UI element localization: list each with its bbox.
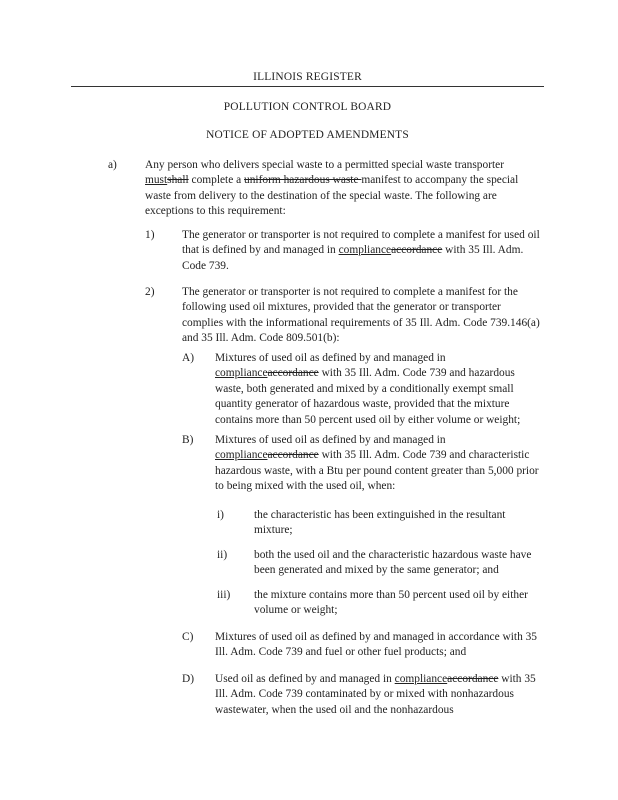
- item-2-text: The generator or transporter is not required to complete a manifest for the following used oil mixtures, provided that the generator or transporter complies with the informational requirements of 35 Ill. Adm. Code 739.146(a) and 35 Ill. Adm. Code 809.501(b):: [182, 286, 540, 345]
- inserted-compliance: compliance: [215, 449, 268, 462]
- item-d-text-1: Used oil as defined by and managed in: [215, 673, 395, 685]
- item-iii-text: the mixture contains more than 50 percent used oil by either volume or weight;: [254, 589, 528, 617]
- item-c-label: C): [182, 631, 194, 643]
- section-a-text-1: Any person who delivers special waste to a permitted special waste transporter: [145, 159, 505, 171]
- item-b-text-1: Mixtures of used oil as defined by and managed in: [215, 434, 446, 446]
- register-title: ILLINOIS REGISTER: [253, 71, 362, 83]
- deleted-uniform-hazardous-waste: uniform hazardous waste: [244, 174, 362, 187]
- item-b-label: B): [182, 434, 194, 446]
- item-i-label: i): [217, 509, 224, 521]
- section-a-label: a): [108, 159, 117, 171]
- deleted-shall: shall: [167, 174, 189, 187]
- item-a-text-2: with 35 Ill. Adm. Code 739 and hazardous waste, both generated and mixed by a conditionally exempt small quantity generator of hazardous waste, provided that the mixture contains more than 50 percent used oil by either volume or weight;: [215, 367, 521, 426]
- section-a-text-3: manifest to accompany the special waste from delivery to the destination of the special waste. The following are exceptions to this requirement:: [145, 174, 519, 218]
- inserted-compliance: compliance: [394, 673, 448, 685]
- deleted-accordance: accordance: [391, 244, 443, 257]
- item-b-text: [215, 433, 545, 495]
- deleted-accordance: accordance: [267, 367, 319, 380]
- inserted-compliance: compliance: [215, 367, 268, 380]
- item-a-text: [215, 351, 545, 428]
- item-d-text-2: with 35 Ill. Adm. Code 739 contaminated by or mixed with nonhazardous wastewater, when the used oil and the nonhazardous: [215, 673, 536, 716]
- item-ii-text: both the used oil and the characteristic hazardous waste have been generated and mixed by the same generator; and: [254, 549, 532, 577]
- deleted-accordance: accordance: [447, 673, 499, 685]
- item-d-label: D): [182, 673, 195, 685]
- notice-title: NOTICE OF ADOPTED AMENDMENTS: [206, 129, 409, 141]
- item-i-text: the characteristic has been extinguished in the resultant mixture;: [254, 509, 506, 537]
- board-title: POLLUTION CONTROL BOARD: [223, 101, 392, 113]
- section-a-text: [145, 158, 545, 220]
- item-1-text-2: with 35 Ill. Adm. Code 739.: [182, 244, 524, 272]
- inserted-must: must: [145, 174, 168, 187]
- item-b-text-2: with 35 Ill. Adm. Code 739 and characteristic hazardous waste, with a Btu per pound content greater than 5,000 prior to being mixed with the used oil, when:: [215, 449, 539, 493]
- item-a-text-1: Mixtures of used oil as defined by and managed in: [215, 352, 446, 364]
- item-1-label: 1): [145, 229, 155, 241]
- header-rule: [71, 86, 544, 87]
- section-a-text-2: complete a: [188, 174, 245, 187]
- item-c-text: Mixtures of used oil as defined by and managed in accordance with 35 Ill. Adm. Code 739 and fuel or other fuel products; and: [215, 631, 538, 659]
- inserted-compliance: compliance: [338, 244, 392, 257]
- item-ii-label: ii): [217, 549, 228, 561]
- item-iii-label: iii): [217, 589, 231, 601]
- item-2-label: 2): [145, 286, 155, 298]
- item-d-text: [215, 672, 545, 718]
- item-1-text: [182, 228, 544, 274]
- item-1-text-1: The generator or transporter is not required to complete a manifest for used oil that is defined by and managed in: [182, 229, 540, 257]
- item-a-label: A): [182, 352, 195, 364]
- deleted-accordance: accordance: [267, 449, 319, 462]
